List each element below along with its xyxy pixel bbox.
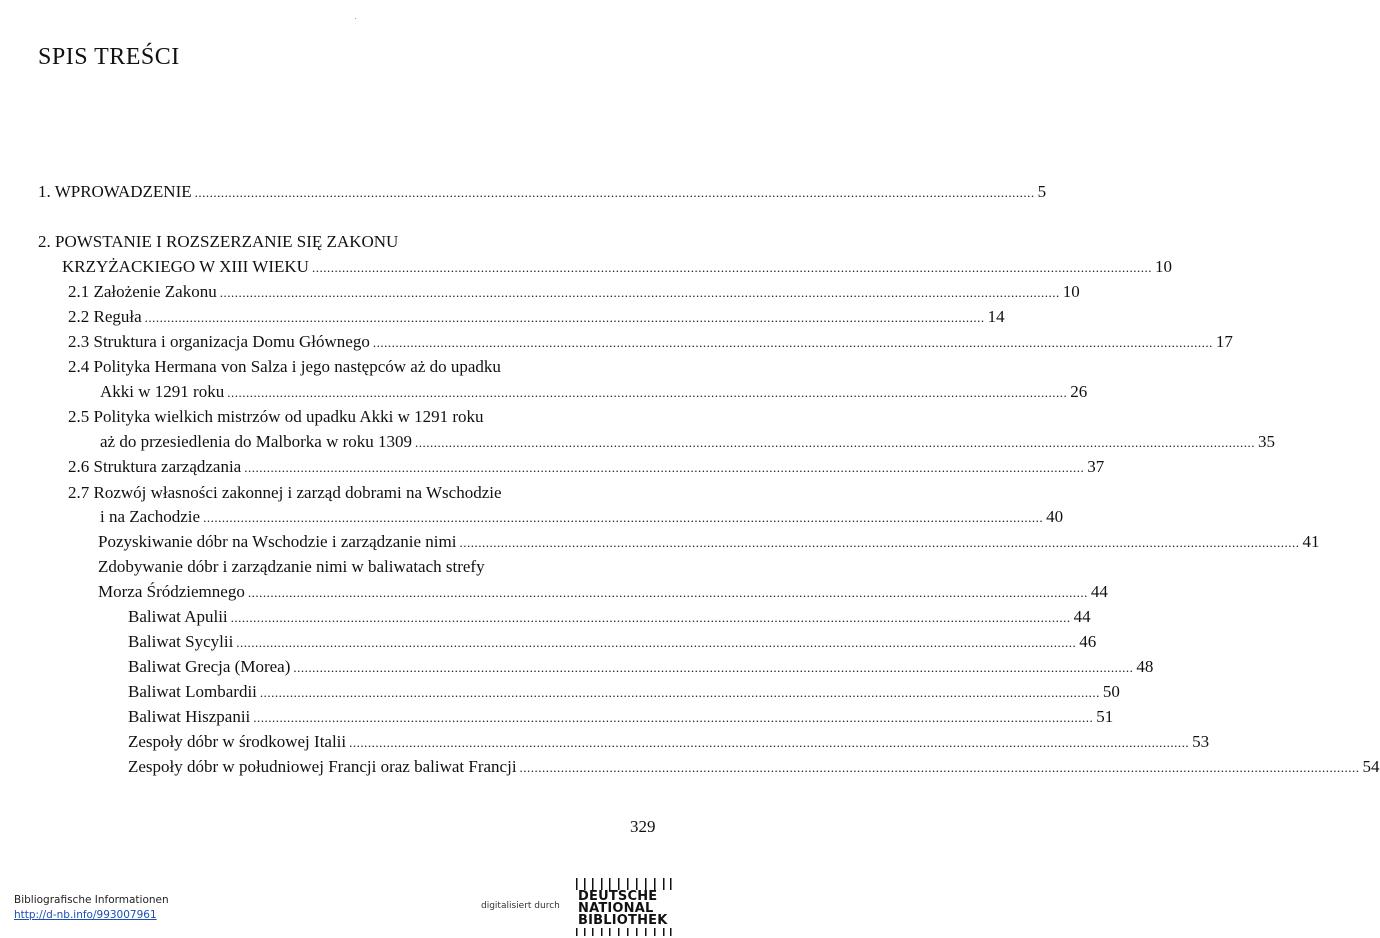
toc-entry-page: 44: [1090, 582, 1108, 601]
toc-entry: [128, 705, 1114, 730]
toc-entry: [100, 380, 1088, 405]
leader-dots: ................................................................................................................................................................................................................................: [144, 310, 985, 325]
toc-entry-text: 2. POWSTANIE I ROZSZERZANIE SIĘ ZAKONU: [38, 232, 399, 251]
toc-entry-text: Zespoły dóbr w południowej Francji oraz baliwat Francji: [128, 757, 517, 776]
toc-entry: [128, 655, 1154, 680]
digitized-by-label: digitalisiert durch: [481, 901, 560, 911]
leader-dots: ................................................................................................................................................................................................................................: [253, 710, 1094, 725]
toc-entry-page: 14: [987, 307, 1005, 326]
toc-entry-text: Morza Śródziemnego: [98, 582, 245, 601]
toc-entry: [98, 580, 1108, 605]
toc-entry: [128, 680, 1120, 705]
toc-entry-text: 1. WPROWADZENIE: [38, 182, 192, 201]
leader-dots: ................................................................................................................................................................................................................................: [203, 510, 1044, 525]
toc-entry: [100, 505, 1064, 530]
leader-dots: ................................................................................................................................................................................................................................: [219, 285, 1060, 300]
toc-entry: [68, 280, 1080, 305]
leader-dots: ................................................................................................................................................................................................................................: [349, 735, 1190, 750]
toc-entry-page: 35: [1258, 432, 1276, 451]
toc-entry-page: 10: [1154, 257, 1172, 276]
toc-entry-text: i na Zachodzie: [100, 507, 201, 526]
toc-entry-text: 2.3 Struktura i organizacja Domu Głównego: [68, 332, 370, 351]
leader-dots: ................................................................................................................................................................................................................................: [194, 185, 1035, 200]
toc-entry-page: 40: [1046, 507, 1064, 526]
leader-dots: ................................................................................................................................................................................................................................: [244, 460, 1085, 475]
toc-entry-text: 2.6 Struktura zarządzania: [68, 457, 242, 476]
dnb-logo-line: DEUTSCHE: [578, 889, 658, 904]
toc-entry: [68, 305, 1005, 330]
leader-dots: ................................................................................................................................................................................................................................: [459, 535, 1300, 550]
toc-entry-page: 26: [1070, 382, 1088, 401]
page-title: SPIS TREŚCI: [38, 44, 180, 70]
dnb-link[interactable]: http://d-nb.info/993007961: [14, 909, 157, 921]
toc-entry-text: 2.1 Założenie Zakonu: [68, 282, 217, 301]
toc-entry: [128, 755, 1380, 780]
toc-entry-text: 2.2 Reguła: [68, 307, 142, 326]
toc-entry-text: Akki w 1291 roku: [100, 382, 225, 401]
toc-entry-page: 10: [1062, 282, 1080, 301]
toc-entry: [68, 330, 1233, 355]
toc-entry-page: 50: [1102, 682, 1120, 701]
leader-dots: ................................................................................................................................................................................................................................: [236, 635, 1077, 650]
toc-entry-page: 37: [1087, 457, 1105, 476]
toc-entry: [128, 630, 1097, 655]
toc-entry: [100, 430, 1276, 455]
toc-entry: [38, 180, 1047, 205]
page-number: 329: [630, 817, 656, 836]
toc-entry: [98, 530, 1320, 555]
leader-dots: ................................................................................................................................................................................................................................: [227, 385, 1068, 400]
toc-entry-text: aż do przesiedlenia do Malborka w roku 1309: [100, 432, 413, 451]
toc-entry-text: 2.5 Polityka wielkich mistrzów od upadku Akki w 1291 roku: [68, 407, 484, 426]
toc-entry-text: Zdobywanie dóbr i zarządzanie nimi w baliwatach strefy: [98, 557, 485, 576]
toc-entry-text: 2.4 Polityka Hermana von Salza i jego następców aż do upadku: [68, 357, 501, 376]
dnb-logo-line: BIBLIOTHEK: [578, 913, 668, 928]
leader-dots: ................................................................................................................................................................................................................................: [311, 260, 1152, 275]
leader-dots: ................................................................................................................................................................................................................................: [259, 685, 1100, 700]
toc-entry-page: 53: [1192, 732, 1210, 751]
toc-entry-text: Baliwat Apulii: [128, 607, 228, 626]
leader-dots: ................................................................................................................................................................................................................................: [415, 435, 1256, 450]
toc-entry-text: Baliwat Hiszpanii: [128, 707, 251, 726]
toc-entry-page: 17: [1215, 332, 1233, 351]
toc-entry-page: 44: [1073, 607, 1091, 626]
dnb-logo-line: NATIONAL: [578, 901, 654, 916]
scan-speck: [355, 18, 356, 19]
toc-entry-text: Zespoły dóbr w środkowej Italii: [128, 732, 347, 751]
toc-entry: [68, 455, 1105, 480]
leader-dots: ................................................................................................................................................................................................................................: [230, 610, 1071, 625]
toc-entry-text: Baliwat Grecja (Morea): [128, 657, 291, 676]
bibliographic-info-label: Bibliografische Informationen: [14, 894, 169, 906]
dnb-logo: [574, 878, 672, 936]
toc-entry-page: 51: [1096, 707, 1114, 726]
toc-entry-text: KRZYŻACKIEGO W XIII WIEKU: [62, 257, 309, 276]
toc-entry-page: 48: [1136, 657, 1154, 676]
leader-dots: ................................................................................................................................................................................................................................: [293, 660, 1134, 675]
toc-entry-page: 54: [1362, 757, 1380, 776]
leader-dots: ................................................................................................................................................................................................................................: [372, 335, 1213, 350]
toc-entry-text: Baliwat Sycylii: [128, 632, 234, 651]
leader-dots: ................................................................................................................................................................................................................................: [519, 760, 1360, 775]
toc-entry: [128, 605, 1091, 630]
toc-entry-page: 5: [1037, 182, 1047, 201]
toc-entry-text: 2.7 Rozwój własności zakonnej i zarząd dobrami na Wschodzie: [68, 483, 502, 502]
toc-entry: [62, 255, 1172, 280]
toc-entry: [128, 730, 1210, 755]
bibliographic-info: [14, 893, 169, 923]
toc-entry-text: Baliwat Lombardii: [128, 682, 257, 701]
leader-dots: ................................................................................................................................................................................................................................: [247, 585, 1088, 600]
toc-entry-page: 46: [1079, 632, 1097, 651]
toc-entry-text: Pozyskiwanie dóbr na Wschodzie i zarządzanie nimi: [98, 532, 457, 551]
toc-entry-page: 41: [1302, 532, 1320, 551]
